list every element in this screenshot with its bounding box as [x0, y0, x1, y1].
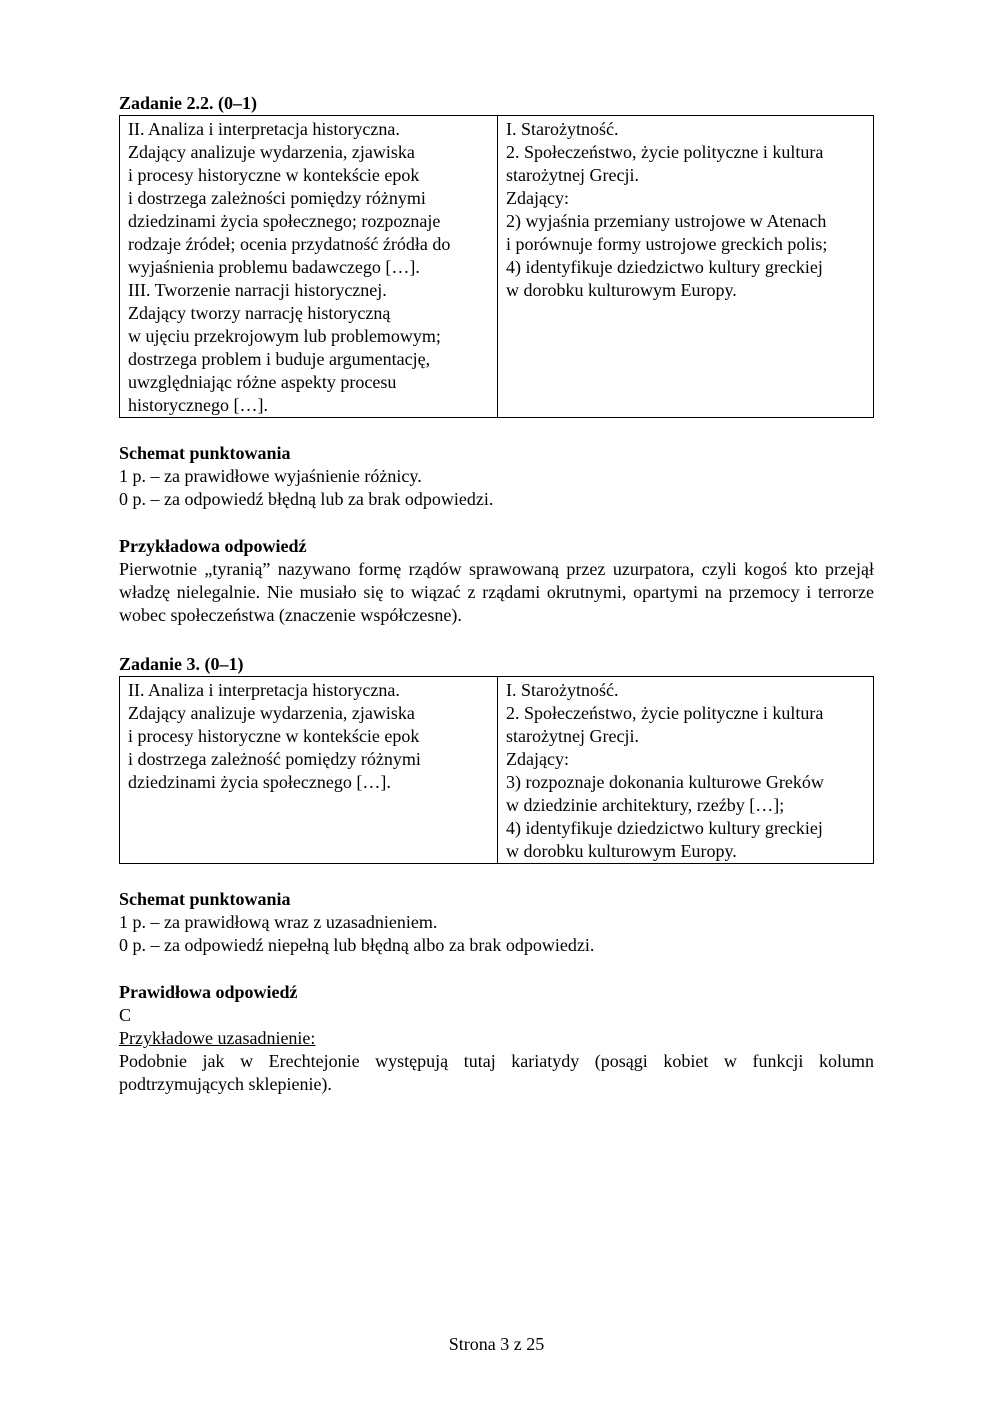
task-2-2-general-requirements [120, 116, 497, 417]
task-3-justification-label: Przykładowe uzasadnienie: [119, 1028, 316, 1048]
table-line: historycznego […]. [128, 395, 268, 415]
task-3-scoring-0p: 0 p. – za odpowiedź niepełną lub błędną albo za brak odpowiedzi. [119, 935, 595, 955]
task-3-answer-title: Prawidłowa odpowiedź [119, 982, 298, 1002]
table-line: Zdający tworzy narrację historyczną [128, 303, 391, 323]
table-line: i procesy historyczne w kontekście epok [128, 165, 420, 185]
table-line: 4) identyfikuje dziedzictwo kultury greckiej [506, 257, 823, 277]
table-line: w dziedzinie architektury, rzeźby […]; [506, 795, 785, 815]
table-line: Zdający: [506, 749, 569, 769]
table-line: starożytnej Grecji. [506, 165, 639, 185]
table-line: w dorobku kulturowym Europy. [506, 841, 737, 861]
table-line: dziedzinami życia społecznego […]. [128, 772, 391, 792]
table-line: Zdający analizuje wydarzenia, zjawiska [128, 142, 415, 162]
task-2-2-scoring-title: Schemat punktowania [119, 443, 291, 463]
task-2-2-scoring-1p: 1 p. – za prawidłowe wyjaśnienie różnicy. [119, 466, 422, 486]
table-line: i dostrzega zależność pomiędzy różnymi [128, 749, 421, 769]
page-number-footer: Strona 3 z 25 [448, 1334, 545, 1354]
table-line: i porównuje formy ustrojowe greckich polis; [506, 234, 828, 254]
table-line: w ujęciu przekrojowym lub problemowym; [128, 326, 441, 346]
table-line: 4) identyfikuje dziedzictwo kultury greckiej [506, 818, 823, 838]
table-line: i procesy historyczne w kontekście epok [128, 726, 420, 746]
task-3-requirements-table [119, 676, 874, 864]
task-2-2-answer-title: Przykładowa odpowiedź [119, 536, 307, 556]
table-line: II. Analiza i interpretacja historyczna. [128, 119, 400, 139]
table-line: 3) rozpoznaje dokonania kulturowe Greków [506, 772, 824, 792]
task-3-specific-requirements [497, 677, 874, 863]
task-2-2-scoring-0p: 0 p. – za odpowiedź błędną lub za brak odpowiedzi. [119, 489, 494, 509]
task-2-2-requirements-table [119, 115, 874, 418]
table-line: dostrzega problem i buduje argumentację, [128, 349, 431, 369]
table-line: 2) wyjaśnia przemiany ustrojowe w Atenach [506, 211, 827, 231]
table-line: III. Tworzenie narracji historycznej. [128, 280, 387, 300]
table-line: II. Analiza i interpretacja historyczna. [128, 680, 400, 700]
task-3-answer-letter: C [119, 1005, 132, 1025]
table-line: 2. Społeczeństwo, życie polityczne i kultura [506, 142, 824, 162]
table-line: Zdający analizuje wydarzenia, zjawiska [128, 703, 415, 723]
task-3-title: Zadanie 3. (0–1) [119, 654, 244, 674]
task-2-2-answer-text: Pierwotnie „tyranią” nazywano formę rządów sprawowaną przez uzurpatora, czyli kogoś kto przejął władzę nielegalnie. Nie musiało się to wiązać z rządami okrutnymi, opartymi na przemocy i terrorze wobec społeczeństwa (znaczenie współczesne). [119, 559, 874, 625]
task-3-scoring-title: Schemat punktowania [119, 889, 291, 909]
task-3-general-requirements [120, 677, 497, 863]
table-line: 2. Społeczeństwo, życie polityczne i kultura [506, 703, 824, 723]
table-line: w dorobku kulturowym Europy. [506, 280, 737, 300]
task-2-2-title: Zadanie 2.2. (0–1) [119, 93, 258, 113]
table-line: I. Starożytność. [506, 119, 619, 139]
task-2-2-specific-requirements [497, 116, 874, 417]
table-line: Zdający: [506, 188, 569, 208]
task-3-justification-text: Podobnie jak w Erechtejonie występują tutaj kariatydy (posągi kobiet w funkcji kolumn podtrzymujących sklepienie). [119, 1051, 874, 1094]
table-line: dziedzinami życia społecznego; rozpoznaje [128, 211, 441, 231]
table-line: uwzględniając różne aspekty procesu [128, 372, 397, 392]
page-content [119, 92, 874, 1096]
table-line: i dostrzega zależności pomiędzy różnymi [128, 188, 426, 208]
table-line: starożytnej Grecji. [506, 726, 639, 746]
table-line: rodzaje źródeł; ocenia przydatność źródła do [128, 234, 451, 254]
table-line: I. Starożytność. [506, 680, 619, 700]
task-3-scoring-1p: 1 p. – za prawidłową wraz z uzasadnieniem. [119, 912, 438, 932]
table-line: wyjaśnienia problemu badawczego […]. [128, 257, 420, 277]
